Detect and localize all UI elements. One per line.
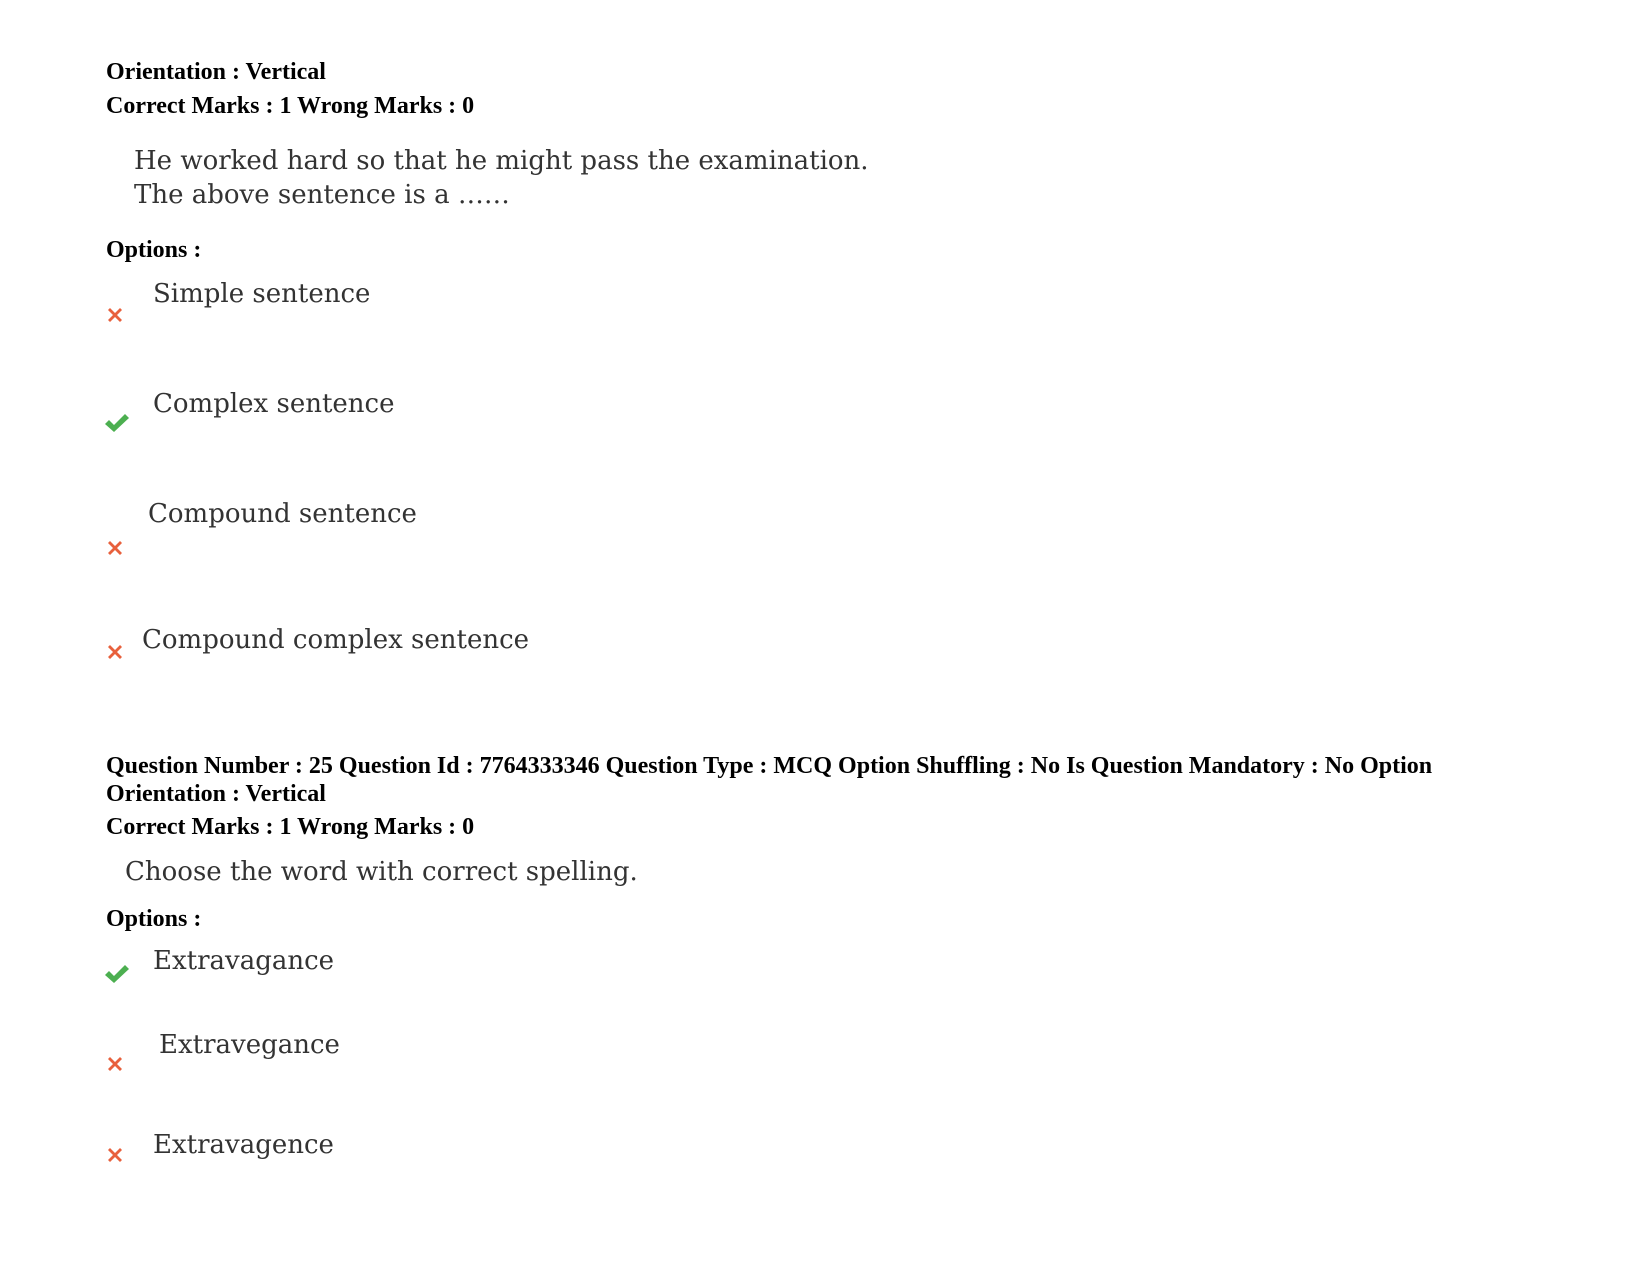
q1-option-4-text: Compound complex sentence xyxy=(142,625,530,655)
q2-option-3-text: Extravagence xyxy=(153,1130,334,1160)
cross-icon xyxy=(104,1053,130,1079)
q2-option-1-text: Extravagance xyxy=(153,946,335,976)
check-icon xyxy=(104,963,130,989)
cross-icon xyxy=(104,537,130,563)
q2-header: Question Number : 25 Question Id : 7764333346 Question Type : MCQ Option Shuffling : No Is Question Mandatory : No Option xyxy=(106,753,1433,779)
q1-text-line-2: The above sentence is a …… xyxy=(134,180,510,210)
check-icon xyxy=(104,412,130,438)
q2-orientation: Orientation : Vertical xyxy=(106,781,326,807)
q2-option-2-text: Extravegance xyxy=(159,1030,340,1060)
q1-option-2-text: Complex sentence xyxy=(153,389,395,419)
q1-text-line-1: He worked hard so that he might pass the examination. xyxy=(134,146,869,176)
q1-option-1-text: Simple sentence xyxy=(153,279,371,309)
q1-marks: Correct Marks : 1 Wrong Marks : 0 xyxy=(106,93,475,119)
q1-orientation: Orientation : Vertical xyxy=(106,59,326,85)
q2-text: Choose the word with correct spelling. xyxy=(125,857,638,887)
q1-option-3-text: Compound sentence xyxy=(148,499,417,529)
q2-options-label: Options : xyxy=(106,906,202,932)
cross-icon xyxy=(104,1144,130,1170)
q2-marks: Correct Marks : 1 Wrong Marks : 0 xyxy=(106,814,475,840)
cross-icon xyxy=(104,641,130,667)
q1-options-label: Options : xyxy=(106,237,202,263)
cross-icon xyxy=(104,304,130,330)
